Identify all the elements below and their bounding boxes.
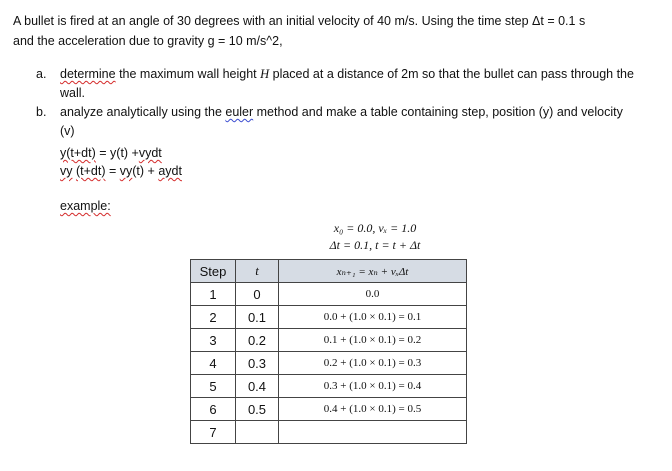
task-item-b bbox=[36, 103, 636, 141]
task-text: placed at a distance of 2m so that the bullet can pass through the wall. bbox=[60, 67, 634, 100]
t-cell: 0 bbox=[236, 283, 279, 306]
table-row bbox=[191, 421, 467, 444]
x-cell: 0.4 + (1.0 × 0.1) = 0.5 bbox=[279, 398, 467, 421]
t-cell: 0.5 bbox=[236, 398, 279, 421]
equation-position bbox=[60, 144, 162, 162]
step-cell: 3 bbox=[191, 329, 236, 352]
eq-term: aydt bbox=[158, 164, 182, 178]
equation-velocity bbox=[60, 162, 182, 180]
x-cell: 0.2 + (1.0 × 0.1) = 0.3 bbox=[279, 352, 467, 375]
eq-term: = y(t) + bbox=[95, 146, 139, 160]
eq-term: y(t+dt) bbox=[60, 146, 96, 160]
intro-line-2: and the acceleration due to gravity g = 10 m/s^2, bbox=[13, 34, 283, 48]
initial-conditions: x₀ = 0.0, vₓ = 1.0 bbox=[333, 221, 417, 235]
eq-term: (t+dt) bbox=[75, 164, 106, 178]
table-header-row bbox=[191, 260, 467, 283]
t-cell: 0.3 bbox=[236, 352, 279, 375]
step-cell: 5 bbox=[191, 375, 236, 398]
intro-line-1: A bullet is fired at an angle of 30 degrees with an initial velocity of 40 m/s. Using the time step Δt = 0.1 s bbox=[13, 14, 586, 28]
list-marker: b. bbox=[36, 105, 47, 119]
eq-term: = bbox=[105, 164, 120, 178]
table-row bbox=[191, 283, 467, 306]
x-cell: 0.1 + (1.0 × 0.1) = 0.2 bbox=[279, 329, 467, 352]
t-cell: 0.1 bbox=[236, 306, 279, 329]
x-cell bbox=[279, 421, 467, 444]
spellcheck-word: euler bbox=[225, 105, 254, 119]
spellcheck-word: determine bbox=[60, 67, 116, 81]
step-cell: 7 bbox=[191, 421, 236, 444]
x-cell: 0.0 bbox=[279, 283, 467, 306]
x-cell: 0.3 + (1.0 × 0.1) = 0.4 bbox=[279, 375, 467, 398]
task-text: analyze analytically using the bbox=[60, 105, 226, 119]
step-cell: 2 bbox=[191, 306, 236, 329]
task-text: method and make a table containing step, position (y) and velocity (v) bbox=[60, 105, 623, 138]
task-list bbox=[36, 65, 636, 141]
eq-term: vydt bbox=[138, 146, 162, 160]
time-step-equation: Δt = 0.1, t = t + Δt bbox=[329, 238, 421, 252]
euler-table bbox=[190, 259, 467, 444]
eq-term: vy bbox=[60, 164, 73, 178]
t-cell: 0.4 bbox=[236, 375, 279, 398]
problem-statement bbox=[13, 11, 663, 51]
t-cell: 0.2 bbox=[236, 329, 279, 352]
step-cell: 4 bbox=[191, 352, 236, 375]
eq-term: (t) + bbox=[132, 164, 159, 178]
task-item-a bbox=[36, 65, 636, 103]
table-row bbox=[191, 329, 467, 352]
step-cell: 1 bbox=[191, 283, 236, 306]
column-header-step: Step bbox=[191, 260, 236, 283]
math-variable: H bbox=[260, 67, 270, 81]
task-text: the maximum wall height bbox=[115, 67, 261, 81]
example-label: example: bbox=[60, 199, 111, 213]
t-cell bbox=[236, 421, 279, 444]
table-row bbox=[191, 352, 467, 375]
eq-term: vy bbox=[119, 164, 133, 178]
table-row bbox=[191, 398, 467, 421]
step-cell: 6 bbox=[191, 398, 236, 421]
table-row bbox=[191, 375, 467, 398]
column-header-t: t bbox=[236, 260, 279, 283]
column-header-x: xₙ₊₁ = xₙ + vₓΔt bbox=[279, 260, 467, 283]
table-row bbox=[191, 306, 467, 329]
x-cell: 0.0 + (1.0 × 0.1) = 0.1 bbox=[279, 306, 467, 329]
list-marker: a. bbox=[36, 67, 47, 81]
